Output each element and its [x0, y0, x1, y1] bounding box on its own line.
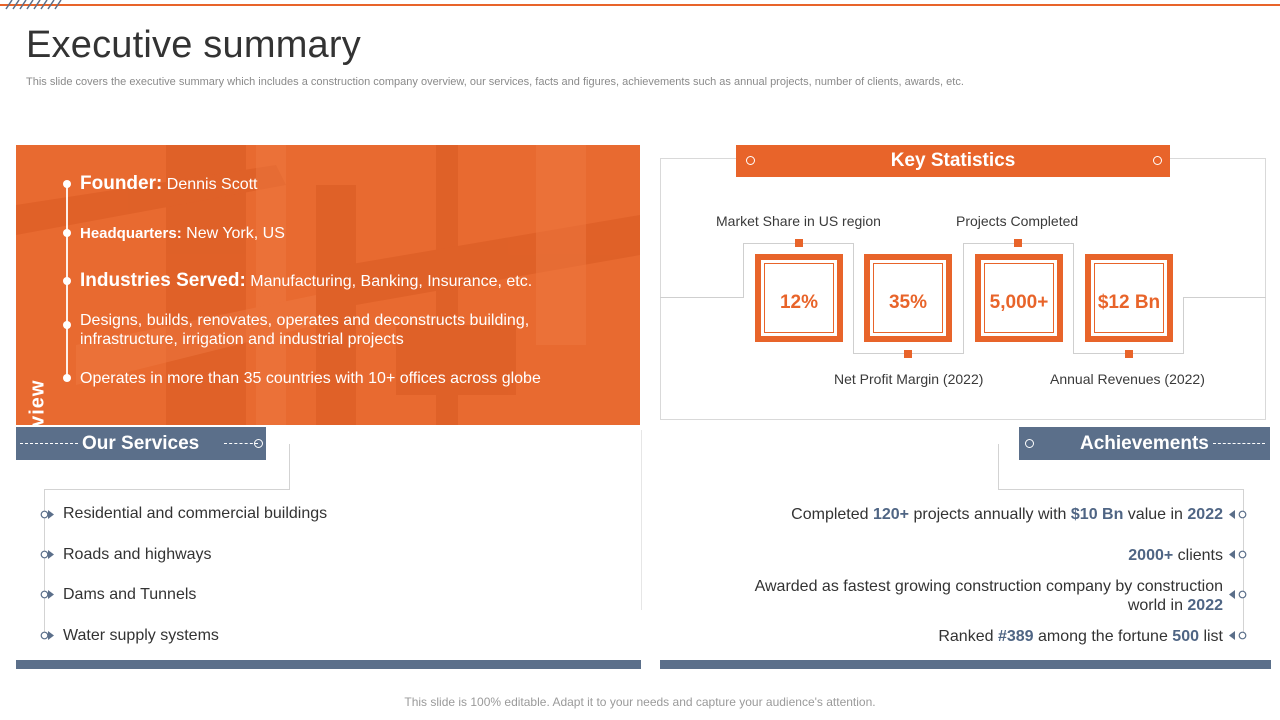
stat-tile-market-share — [755, 254, 843, 342]
achievements-bottom-bar — [660, 660, 1271, 669]
achievement-award: Awarded as fastest growing construction company by construction world in 2022 — [754, 578, 1223, 614]
stat-value: $12 Bn — [1097, 292, 1161, 313]
footer-note: This slide is 100% editable. Adapt it to your needs and capture your audience's attention. — [404, 695, 876, 709]
service-item: Water supply systems — [63, 627, 219, 644]
founder-key: Founder: — [80, 173, 163, 194]
stat-connector — [1183, 297, 1184, 354]
triangle-bullet-icon — [1229, 631, 1235, 640]
services-bottom-bar — [16, 660, 641, 669]
stat-connector — [963, 243, 964, 354]
stat-connector — [743, 243, 744, 298]
stat-connector — [853, 243, 854, 354]
stat-label-projects: Projects Completed — [956, 213, 1079, 229]
headquarters-key: Headquarters: — [80, 225, 182, 242]
service-item: Residential and commercial buildings — [63, 505, 328, 522]
stat-label-revenues: Annual Revenues (2022) — [1050, 371, 1205, 387]
page-subtitle: This slide covers the executive summary which includes a construction company overview, our services, facts and figures, achievements such as annual projects, number of clients, awards, etc. — [26, 76, 964, 88]
timeline-dot — [63, 180, 71, 188]
founder-value: Dennis Scott — [166, 176, 258, 193]
stat-marker — [1014, 239, 1022, 247]
industries-key: Industries Served: — [80, 270, 246, 291]
services-title: Our Services — [82, 433, 200, 454]
timeline-dot — [63, 321, 71, 329]
achievement-ranking: Ranked #389 among the fortune 500 list — [938, 628, 1223, 645]
stat-tile-revenues — [1085, 254, 1173, 342]
stat-tile-profit-margin — [864, 254, 952, 342]
services-header — [16, 427, 266, 460]
service-item: Roads and highways — [63, 546, 212, 563]
overview-industries — [80, 271, 532, 291]
achievement-clients: 2000+ clients — [1128, 547, 1223, 564]
achievement-projects: Completed 120+ projects annually with $10 Bn value in 2022 — [791, 506, 1223, 523]
stat-value: 5,000+ — [989, 292, 1049, 313]
overview-operates: Operates in more than 35 countries with 10+ offices across globe — [80, 370, 541, 387]
stat-value: 35% — [888, 292, 928, 313]
triangle-bullet-icon — [1229, 550, 1235, 559]
stat-connector — [1183, 297, 1266, 298]
circle-bullet-icon — [1238, 631, 1247, 640]
hatch-decoration — [4, 0, 62, 9]
circle-bullet-icon — [1238, 590, 1247, 599]
key-statistics-header — [736, 145, 1170, 177]
ring-icon — [1025, 439, 1034, 448]
services-frame — [289, 444, 290, 490]
service-item: Dams and Tunnels — [63, 586, 197, 603]
ring-icon — [1153, 156, 1162, 165]
stat-connector — [1073, 243, 1074, 354]
timeline-dot — [63, 229, 71, 237]
center-divider — [641, 430, 642, 610]
triangle-bullet-icon — [48, 510, 54, 519]
overview-headquarters — [80, 224, 285, 243]
circle-bullet-icon — [1238, 550, 1247, 559]
key-statistics-title: Key Statistics — [890, 150, 1016, 171]
stat-marker — [795, 239, 803, 247]
triangle-bullet-icon — [1229, 510, 1235, 519]
ring-icon — [254, 439, 263, 448]
stat-label-market-share: Market Share in US region — [716, 213, 881, 229]
services-frame — [44, 489, 290, 490]
stat-connector — [660, 297, 743, 298]
overview-founder — [80, 174, 258, 194]
achievements-header — [1019, 427, 1270, 460]
stat-marker — [1125, 350, 1133, 358]
timeline-dot — [63, 277, 71, 285]
ring-icon — [746, 156, 755, 165]
timeline-dot — [63, 374, 71, 382]
industries-value: Manufacturing, Banking, Insurance, etc. — [250, 273, 533, 290]
overview-designs — [80, 311, 529, 349]
stat-value: 12% — [779, 292, 819, 313]
circle-bullet-icon — [1238, 510, 1247, 519]
designs-line-1: Designs, builds, renovates, operates and deconstructs building, — [80, 312, 530, 329]
triangle-bullet-icon — [1229, 590, 1235, 599]
designs-line-2: infrastructure, irrigation and industrial projects — [80, 331, 404, 348]
stat-marker — [904, 350, 912, 358]
achievements-title: Achievements — [1080, 433, 1209, 454]
triangle-bullet-icon — [48, 550, 54, 559]
top-accent-rule — [0, 4, 1280, 6]
stat-label-profit-margin: Net Profit Margin (2022) — [834, 371, 984, 387]
achievements-frame — [998, 489, 1244, 490]
stat-tile-projects — [975, 254, 1063, 342]
triangle-bullet-icon — [48, 590, 54, 599]
triangle-bullet-icon — [48, 631, 54, 640]
page-title: Executive summary — [26, 24, 361, 66]
headquarters-value: New York, US — [186, 225, 285, 242]
achievements-frame — [998, 444, 999, 490]
